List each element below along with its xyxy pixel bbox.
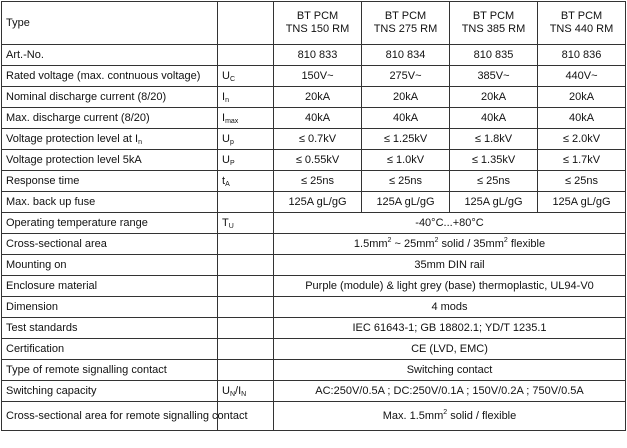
value-cell: ≤ 1.25kV xyxy=(362,129,450,150)
parameter-cell: Test standards xyxy=(2,318,218,339)
symbol-header-cell xyxy=(218,2,274,45)
value-cell: ≤ 2.0kV xyxy=(538,129,626,150)
value-superscript: 2 xyxy=(387,236,392,244)
value-cell: 125A gL/gG xyxy=(362,192,450,213)
table-row xyxy=(2,87,626,108)
parameter-cell xyxy=(2,129,218,150)
parameter-text: Voltage protection level at I xyxy=(6,132,139,145)
value-cell: 125A gL/gG xyxy=(538,192,626,213)
value-cell: 440V~ xyxy=(538,66,626,87)
parameter-cell: Type of remote signalling contact xyxy=(2,360,218,381)
table-row xyxy=(2,255,626,276)
value-cell: 810 836 xyxy=(538,45,626,66)
model-header-cell xyxy=(450,2,538,45)
table-row xyxy=(2,339,626,360)
value-cell: ≤ 25ns xyxy=(362,171,450,192)
symbol-subscript: N xyxy=(229,390,236,398)
value-text: solid / 35mm xyxy=(438,237,504,250)
value-text: flexible xyxy=(507,237,546,250)
symbol-cell xyxy=(218,234,274,255)
symbol-subscript: n xyxy=(225,96,229,104)
value-superscript: 2 xyxy=(443,408,448,416)
table-row xyxy=(2,66,626,87)
value-cell-merged: -40°C...+80°C xyxy=(274,213,626,234)
table-row xyxy=(2,192,626,213)
value-cell-merged xyxy=(274,402,626,431)
symbol-separator: /I xyxy=(235,384,242,397)
symbol-cell xyxy=(218,129,274,150)
value-cell: 20kA xyxy=(538,87,626,108)
model-name-line2: TNS 385 RM xyxy=(461,23,526,35)
symbol-text: U xyxy=(222,69,230,82)
value-cell-merged: Purple (module) & light grey (base) thermoplastic, UL94-V0 xyxy=(274,276,626,297)
parameter-cell: Dimension xyxy=(2,297,218,318)
value-cell-merged: AC:250V/0.5A ; DC:250V/0.1A ; 150V/0.2A ; 750V/0.5A xyxy=(274,381,626,402)
symbol-text: I xyxy=(222,90,226,103)
value-cell-merged: 35mm DIN rail xyxy=(274,255,626,276)
table-row xyxy=(2,276,626,297)
value-cell: 385V~ xyxy=(450,66,538,87)
symbol-cell xyxy=(218,45,274,66)
symbol-cell xyxy=(218,87,274,108)
symbol-subscript: P xyxy=(229,159,235,167)
symbol-cell xyxy=(218,255,274,276)
model-name-line1: BT PCM xyxy=(560,10,603,23)
parameter-cell: Max. discharge current (8/20) xyxy=(2,108,218,129)
value-text: 1.5mm xyxy=(353,237,388,250)
parameter-cell: Cross-sectional area for remote signalling contact xyxy=(2,402,218,431)
value-cell: 20kA xyxy=(274,87,362,108)
symbol-cell xyxy=(218,66,274,87)
value-cell: 20kA xyxy=(450,87,538,108)
type-label: Type xyxy=(6,16,30,29)
symbol-subscript: p xyxy=(229,138,234,146)
table-row xyxy=(2,45,626,66)
table-row xyxy=(2,213,626,234)
value-cell-merged: Switching contact xyxy=(274,360,626,381)
value-cell: ≤ 1.7kV xyxy=(538,150,626,171)
symbol-text: U xyxy=(222,132,230,145)
value-cell: 810 833 xyxy=(274,45,362,66)
value-cell-merged: IEC 61643-1; GB 18802.1; YD/T 1235.1 xyxy=(274,318,626,339)
model-header-cell xyxy=(274,2,362,45)
table-row xyxy=(2,171,626,192)
table-row xyxy=(2,108,626,129)
table-row xyxy=(2,402,626,431)
symbol-text: t xyxy=(222,174,226,187)
table-row xyxy=(2,360,626,381)
value-cell: ≤ 25ns xyxy=(450,171,538,192)
symbol-text: I xyxy=(222,111,226,124)
parameter-cell: Switching capacity xyxy=(2,381,218,402)
type-header-cell xyxy=(2,2,218,45)
symbol-subscript: C xyxy=(229,75,236,83)
model-name-line2: TNS 440 RM xyxy=(549,23,614,35)
symbol-subscript: A xyxy=(225,180,230,188)
parameter-cell: Rated voltage (max. contnuous voltage) xyxy=(2,66,218,87)
value-cell: 40kA xyxy=(538,108,626,129)
value-cell: ≤ 0.55kV xyxy=(274,150,362,171)
symbol-cell xyxy=(218,192,274,213)
symbol-cell xyxy=(218,108,274,129)
symbol-cell xyxy=(218,318,274,339)
value-cell: ≤ 25ns xyxy=(274,171,362,192)
model-name-line1: BT PCM xyxy=(472,10,515,23)
value-text: solid / flexible xyxy=(447,409,517,422)
symbol-cell xyxy=(218,150,274,171)
value-cell: 40kA xyxy=(362,108,450,129)
parameter-cell: Art.-No. xyxy=(2,45,218,66)
table-row xyxy=(2,381,626,402)
symbol-cell xyxy=(218,339,274,360)
value-cell: 125A gL/gG xyxy=(450,192,538,213)
model-name-line1: BT PCM xyxy=(296,10,339,23)
parameter-cell: Response time xyxy=(2,171,218,192)
table-header-row xyxy=(2,2,626,45)
parameter-cell: Certification xyxy=(2,339,218,360)
symbol-text: U xyxy=(222,153,230,166)
model-header-cell xyxy=(538,2,626,45)
parameter-cell: Enclosure material xyxy=(2,276,218,297)
symbol-cell xyxy=(218,381,274,402)
value-cell: 125A gL/gG xyxy=(274,192,362,213)
value-cell: 810 835 xyxy=(450,45,538,66)
parameter-cell: Mounting on xyxy=(2,255,218,276)
parameter-cell: Cross-sectional area xyxy=(2,234,218,255)
value-text: Max. 1.5mm xyxy=(382,409,444,422)
symbol-text: T xyxy=(222,216,229,229)
parameter-subscript: n xyxy=(138,138,142,146)
value-cell-merged: 4 mods xyxy=(274,297,626,318)
value-cell: ≤ 1.0kV xyxy=(362,150,450,171)
symbol-subscript: max xyxy=(225,117,239,125)
value-cell: 40kA xyxy=(450,108,538,129)
symbol-cell xyxy=(218,276,274,297)
value-superscript: 2 xyxy=(434,236,439,244)
value-cell: 810 834 xyxy=(362,45,450,66)
table-row xyxy=(2,318,626,339)
table-row xyxy=(2,129,626,150)
symbol-cell xyxy=(218,213,274,234)
value-cell-merged: CE (LVD, EMC) xyxy=(274,339,626,360)
value-superscript: 2 xyxy=(503,236,508,244)
value-cell: ≤ 0.7kV xyxy=(274,129,362,150)
value-cell: 150V~ xyxy=(274,66,362,87)
parameter-cell: Max. back up fuse xyxy=(2,192,218,213)
symbol-cell xyxy=(218,297,274,318)
value-cell: ≤ 1.8kV xyxy=(450,129,538,150)
spec-table xyxy=(1,1,626,431)
value-cell: 40kA xyxy=(274,108,362,129)
symbol-subscript: N xyxy=(241,390,247,398)
model-name-line2: TNS 275 RM xyxy=(373,23,438,35)
value-text: ~ 25mm xyxy=(391,237,435,250)
value-cell: ≤ 1.35kV xyxy=(450,150,538,171)
value-cell: ≤ 25ns xyxy=(538,171,626,192)
table-row xyxy=(2,150,626,171)
value-cell-merged xyxy=(274,234,626,255)
table-row xyxy=(2,234,626,255)
parameter-cell: Voltage protection level 5kA xyxy=(2,150,218,171)
value-cell: 20kA xyxy=(362,87,450,108)
symbol-cell xyxy=(218,171,274,192)
symbol-text: U xyxy=(222,384,230,397)
parameter-cell: Nominal discharge current (8/20) xyxy=(2,87,218,108)
symbol-cell xyxy=(218,360,274,381)
symbol-subscript: U xyxy=(228,222,234,230)
value-cell: 275V~ xyxy=(362,66,450,87)
model-name-line1: BT PCM xyxy=(384,10,427,23)
model-name-line2: TNS 150 RM xyxy=(285,23,350,35)
parameter-cell: Operating temperature range xyxy=(2,213,218,234)
table-row xyxy=(2,297,626,318)
model-header-cell xyxy=(362,2,450,45)
